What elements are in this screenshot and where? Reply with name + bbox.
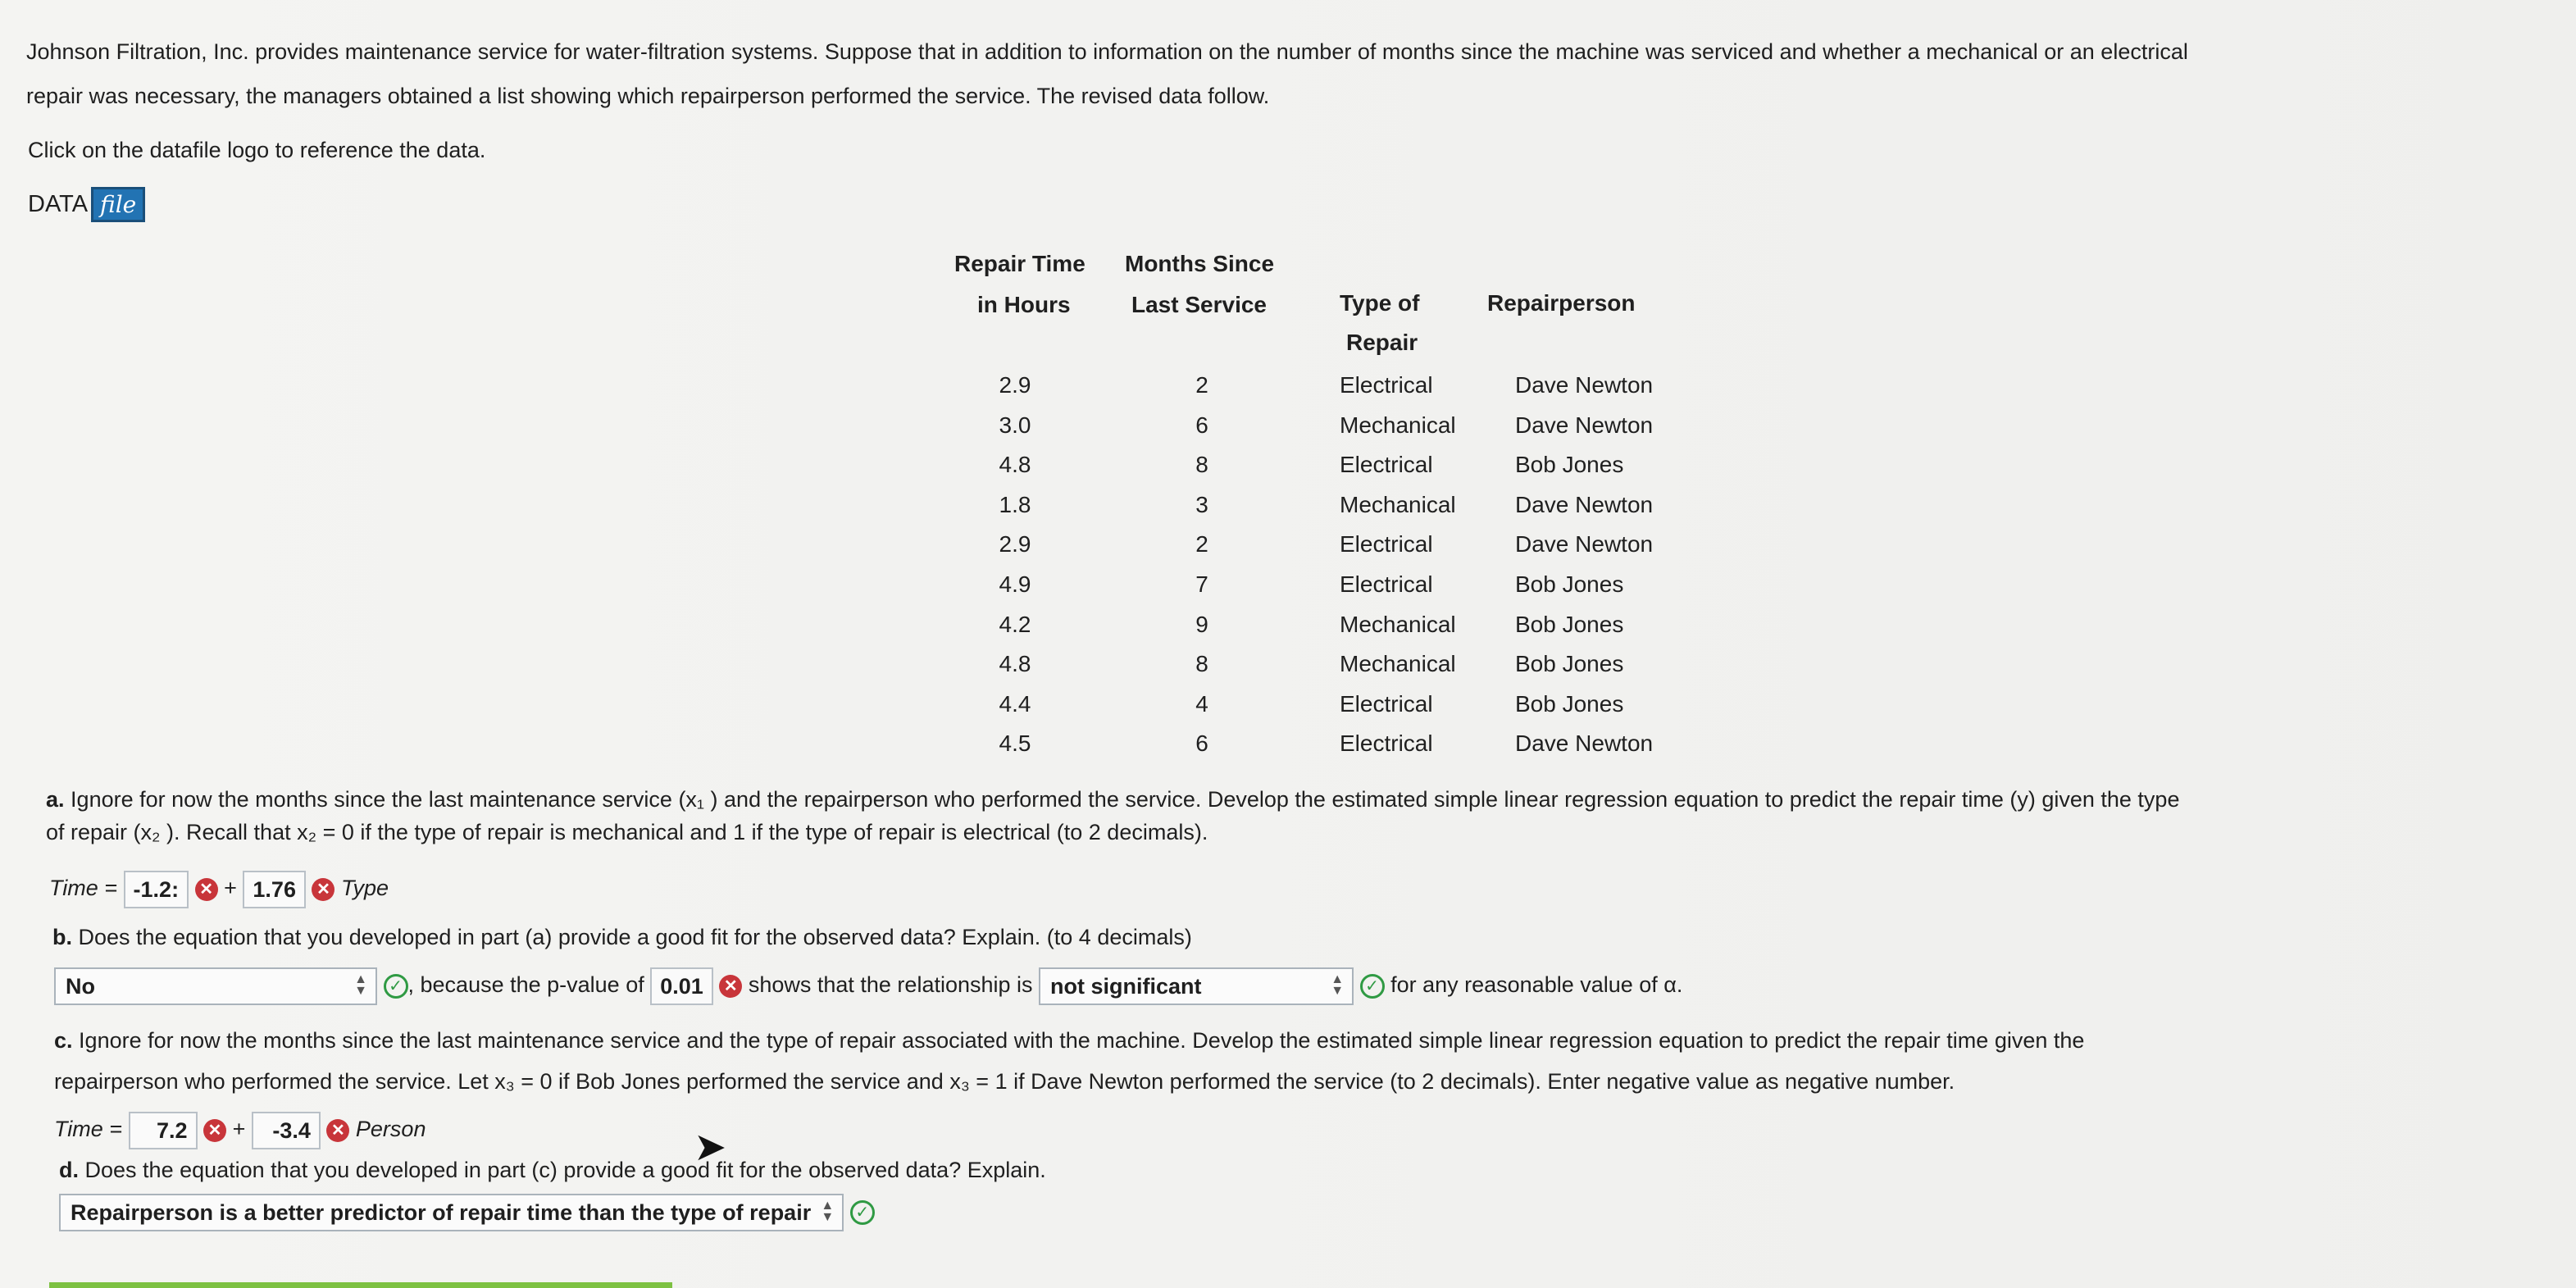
type-cell: Electrical: [1340, 531, 1433, 558]
header-months-since: Months Since: [1125, 251, 1275, 276]
part-b-question: [52, 917, 1192, 958]
type-cell: Mechanical: [1340, 491, 1456, 517]
part-a-slope-input[interactable]: 1.76: [243, 871, 306, 908]
intro-line-2: repair was necessary, the managers obtained a list showing which repairperson performed the service. The revised data follow.: [26, 84, 1270, 108]
type-cell: Mechanical: [1340, 611, 1456, 637]
select-arrows-icon: ▲ ▼: [354, 972, 367, 998]
repairperson-cell: Dave Newton: [1515, 412, 1654, 438]
part-b-pvalue-input[interactable]: 0.01: [650, 967, 713, 1005]
type-cell: Electrical: [1340, 730, 1433, 757]
repairperson-cell: Bob Jones: [1515, 611, 1624, 637]
part-a-label: a.: [46, 787, 65, 812]
part-a-text-2: of repair (x₂ ). Recall that x₂ = 0 if the type of repair is mechanical and 1 if the type of repair is electrical (to 2 decimals).: [46, 820, 1208, 844]
part-d-select-value: Repairperson is a better predictor of repair time than the type of repair: [71, 1199, 812, 1225]
plus-sign: +: [232, 1117, 246, 1141]
months-cell: 6: [1195, 412, 1208, 438]
header-last-service: Last Service: [1131, 292, 1267, 317]
months-cell: 7: [1195, 571, 1208, 597]
type-cell: Electrical: [1340, 452, 1433, 478]
progress-bar-edge: [49, 1282, 672, 1288]
part-b-end: for any reasonable value of α.: [1390, 972, 1683, 997]
part-d-question: [59, 1149, 1046, 1190]
repair-time-cell: 4.4: [999, 690, 1031, 717]
part-c-slope-input[interactable]: -3.4: [252, 1112, 321, 1149]
part-b-text: Does the equation that you developed in part (a) provide a good fit for the observed data? Explain. (to 4 decimals): [78, 925, 1192, 949]
header-repair: Repair: [1346, 330, 1418, 355]
repairperson-cell: Dave Newton: [1515, 531, 1654, 558]
part-d-answer: [59, 1190, 875, 1231]
part-b-answer: [54, 964, 1682, 1005]
repair-time-cell: 4.8: [999, 452, 1031, 478]
repair-time-cell: 1.8: [999, 491, 1031, 517]
part-c-eq-prefix: Time =: [54, 1117, 123, 1141]
part-b-significance-value: not significant: [1050, 973, 1202, 999]
repairperson-cell: Bob Jones: [1515, 452, 1624, 478]
part-c-intercept-input[interactable]: 7.2: [129, 1112, 198, 1149]
header-type-of: Type of: [1340, 290, 1420, 316]
repair-time-cell: 4.9: [999, 571, 1031, 597]
part-a-eq-suffix: Type: [341, 876, 389, 900]
incorrect-icon: ✕: [326, 1119, 349, 1142]
datafile-icon[interactable]: file: [91, 187, 145, 222]
part-d-text: Does the equation that you developed in part (c) provide a good fit for the observed data? Explain.: [84, 1158, 1046, 1182]
incorrect-icon: ✕: [719, 975, 742, 998]
correct-icon: ✓: [384, 974, 408, 999]
part-b-mid-1: , because the p-value of: [407, 972, 644, 997]
header-in-hours: in Hours: [977, 292, 1071, 317]
header-repair-time: Repair Time: [954, 251, 1085, 276]
intro-line-3: Click on the datafile logo to reference the data.: [28, 138, 486, 162]
type-cell: Mechanical: [1340, 651, 1456, 677]
repairperson-cell: Dave Newton: [1515, 372, 1654, 398]
part-c-equation: [54, 1108, 426, 1149]
repair-time-cell: 3.0: [999, 412, 1031, 438]
part-c-line-1: [54, 1020, 2084, 1061]
months-cell: 6: [1195, 730, 1208, 757]
repairperson-cell: Dave Newton: [1515, 491, 1654, 517]
repair-time-cell: 4.8: [999, 651, 1031, 677]
header-repairperson: Repairperson: [1487, 290, 1636, 316]
part-d-select[interactable]: [59, 1194, 844, 1231]
datafile-logo[interactable]: [28, 187, 145, 222]
months-cell: 9: [1195, 611, 1208, 637]
correct-icon: ✓: [850, 1200, 875, 1225]
part-b-fit-value: No: [66, 973, 95, 999]
incorrect-icon: ✕: [312, 878, 335, 901]
months-cell: 8: [1195, 452, 1208, 478]
repair-time-cell: 2.9: [999, 531, 1031, 558]
repairperson-cell: Bob Jones: [1515, 651, 1624, 677]
incorrect-icon: ✕: [203, 1119, 226, 1142]
part-a-text-1: Ignore for now the months since the last maintenance service (x₁ ) and the repairperson who performed the service. Develop the estimated simple linear regression equation to predict the repair time (y) given the type: [71, 787, 2180, 812]
months-cell: 4: [1195, 690, 1208, 717]
months-cell: 2: [1195, 372, 1208, 398]
correct-icon: ✓: [1360, 974, 1385, 999]
months-cell: 8: [1195, 651, 1208, 677]
mouse-cursor-icon: ➤: [694, 1126, 727, 1169]
months-cell: 3: [1195, 491, 1208, 517]
type-cell: Electrical: [1340, 372, 1433, 398]
part-b-fit-select[interactable]: [54, 967, 377, 1005]
part-c-text-2: repairperson who performed the service. Let x₃ = 0 if Bob Jones performed the service and x₃ = 1 if Dave Newton performed the service (to 2 decimals). Enter negative value as negative number.: [54, 1069, 1955, 1094]
part-b-significance-select[interactable]: [1039, 967, 1354, 1005]
part-a-intercept-input[interactable]: -1.2:: [124, 871, 189, 908]
repairperson-cell: Bob Jones: [1515, 571, 1624, 597]
months-cell: 2: [1195, 531, 1208, 558]
part-b-label: b.: [52, 925, 72, 949]
repair-time-cell: 4.5: [999, 730, 1031, 757]
repairperson-cell: Dave Newton: [1515, 730, 1654, 757]
type-cell: Mechanical: [1340, 412, 1456, 438]
part-b-mid-2: shows that the relationship is: [748, 972, 1033, 997]
datafile-prefix: DATA: [28, 191, 89, 217]
type-cell: Electrical: [1340, 571, 1433, 597]
repairperson-cell: Bob Jones: [1515, 690, 1624, 717]
part-c-text-1: Ignore for now the months since the last maintenance service and the type of repair associated with the machine. Develop the estimated simple linear regression equation to predict the repair time given the: [79, 1028, 2085, 1053]
incorrect-icon: ✕: [195, 878, 218, 901]
part-a-eq-prefix: Time =: [49, 876, 118, 900]
select-arrows-icon: ▲ ▼: [1331, 972, 1345, 998]
part-a-equation: [49, 867, 389, 908]
repair-time-cell: 4.2: [999, 611, 1031, 637]
part-c-label: c.: [54, 1028, 73, 1053]
intro-line-1: Johnson Filtration, Inc. provides maintenance service for water-filtration systems. Suppose that in addition to information on the number of months since the machine was serviced and whether a mechanical or an electrical: [26, 39, 2188, 64]
select-arrows-icon: ▲ ▼: [821, 1198, 835, 1224]
plus-sign: +: [224, 876, 237, 900]
type-cell: Electrical: [1340, 690, 1433, 717]
part-d-label: d.: [59, 1158, 79, 1182]
repair-time-cell: 2.9: [999, 372, 1031, 398]
part-c-eq-suffix: Person: [355, 1117, 426, 1141]
